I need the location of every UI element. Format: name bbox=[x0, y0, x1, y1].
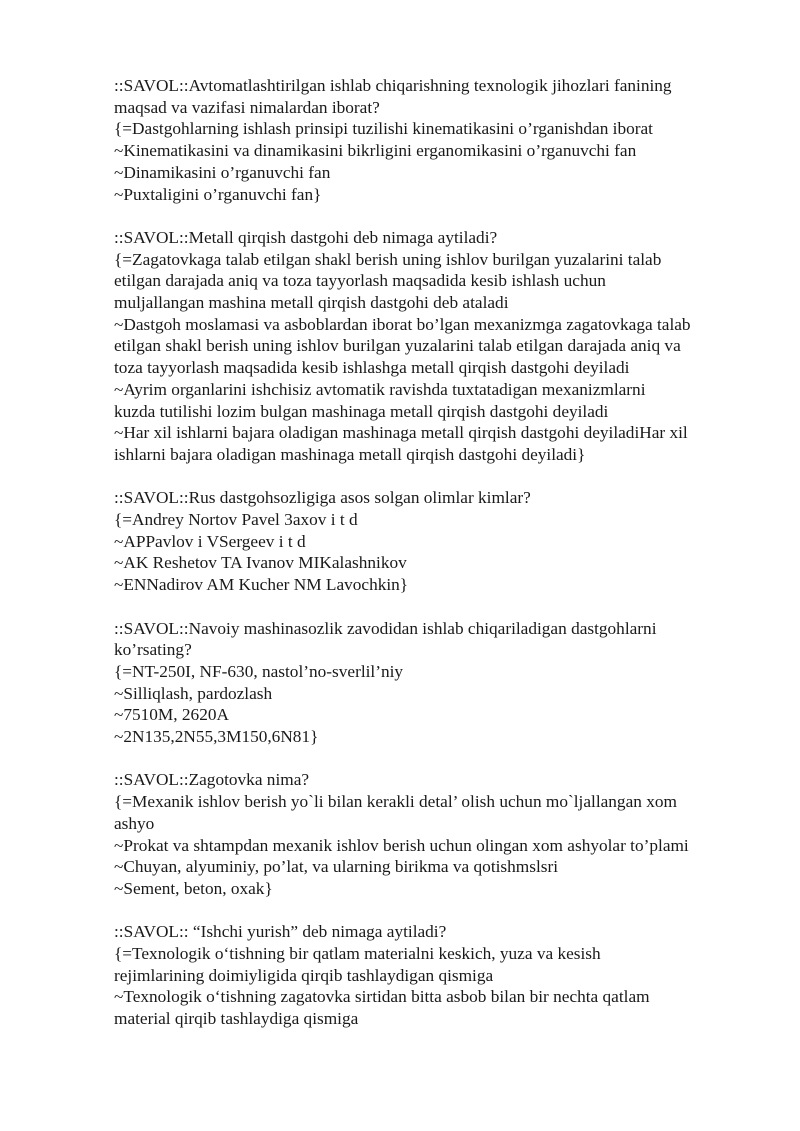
answer-option: toza tayyorlash maqsadida kesib ishlashga metall qirqish dastgohi deyiladi bbox=[114, 358, 630, 378]
answer-option: ~Chuyan, alyuminiy, po’lat, va ularning birikma va qotishmslsri bbox=[114, 857, 559, 877]
answer-option: ~APPavlov i VSergeev i t d bbox=[114, 531, 306, 551]
answer-option: ~7510M, 2620A bbox=[114, 705, 229, 725]
question-block-2 bbox=[114, 227, 754, 466]
answer-option: kuzda tutilishi lozim bulgan mashinaga metall qirqish dastgohi deyiladi bbox=[114, 401, 609, 421]
question-block-1 bbox=[114, 75, 754, 205]
question-text: ::SAVOL::Navoiy mashinasozlik zavodidan ishlab chiqariladigan dastgohlarni bbox=[114, 618, 657, 638]
question-text: maqsad va vazifasi nimalardan iborat? bbox=[114, 97, 380, 117]
question-text: ::SAVOL::Metall qirqish dastgohi deb nimaga aytiladi? bbox=[114, 227, 498, 247]
correct-answer: ashyo bbox=[114, 813, 155, 833]
question-text: ::SAVOL:: “Ishchi yurish” deb nimaga aytiladi? bbox=[114, 922, 447, 942]
answer-option: ~Dinamikasini o’rganuvchi fan bbox=[114, 162, 331, 182]
answer-option: ~Puxtaligini o’rganuvchi fan} bbox=[114, 184, 322, 204]
correct-answer: {=Zagatovkaga talab etilgan shakl berish uning ishlov burilgan yuzalarini talab bbox=[114, 249, 662, 269]
question-text: ko’rsating? bbox=[114, 640, 192, 660]
answer-option: ishlarni bajara oladigan mashinaga metall qirqish dastgohi deyiladi} bbox=[114, 444, 586, 464]
correct-answer: etilgan darajada aniq va toza tayyorlash maqsadida kesib ishlash uchun bbox=[114, 271, 606, 291]
question-block-4 bbox=[114, 618, 754, 748]
answer-option: material qirqib tashlaydiga qismiga bbox=[114, 1009, 359, 1029]
question-text: ::SAVOL::Zagotovka nima? bbox=[114, 770, 310, 790]
correct-answer: {=NT-250I, NF-630, nastol’no-sverlil’niy bbox=[114, 661, 404, 681]
answer-option: ~Kinematikasini va dinamikasini bikrligini erganomikasini o’rganuvchi fan bbox=[114, 141, 637, 161]
question-text: ::SAVOL::Avtomatlashtirilgan ishlab chiqarishning texnologik jihozlari fanining bbox=[114, 76, 672, 95]
answer-option: ~Ayrim organlarini ishchisiz avtomatik ravishda tuxtatadigan mexanizmlarni bbox=[114, 379, 646, 399]
document-body bbox=[114, 75, 754, 1052]
answer-option: ~2N135,2N55,3M150,6N81} bbox=[114, 727, 319, 747]
correct-answer: muljallangan mashina metall qirqish dastgohi deb ataladi bbox=[114, 293, 509, 313]
correct-answer: {=Dastgohlarning ishlash prinsipi tuzilishi kinematikasini o’rganishdan iborat bbox=[114, 119, 653, 139]
correct-answer: {=Mexanik ishlov berish yo`li bilan kerakli detal’ olish uchun mo`ljallangan xom bbox=[114, 792, 677, 812]
question-text: ::SAVOL::Rus dastgohsozligiga asos solgan olimlar kimlar? bbox=[114, 488, 531, 508]
question-block-5 bbox=[114, 769, 754, 899]
correct-answer: rejimlarining doimiyligida qirqib tashlaydigan qismiga bbox=[114, 965, 494, 985]
answer-option: ~Har xil ishlarni bajara oladigan mashinaga metall qirqish dastgohi deyiladiHar xil bbox=[114, 423, 688, 443]
answer-option: ~Texnologik o‘tishning zagatovka sirtidan bitta asbob bilan bir nechta qatlam bbox=[114, 987, 650, 1007]
answer-option: ~Prokat va shtampdan mexanik ishlov berish uchun olingan xom ashyolar to’plami bbox=[114, 835, 689, 855]
answer-option: ~ENNadirov AM Kucher NM Lavochkin} bbox=[114, 575, 409, 595]
answer-option: ~Dastgoh moslamasi va asboblardan iborat bo’lgan mexanizmga zagatovkaga talab bbox=[114, 314, 691, 334]
question-block-6 bbox=[114, 921, 754, 1030]
answer-option: etilgan shakl berish uning ishlov burilgan yuzalarini talab etilgan darajada aniq va bbox=[114, 336, 681, 356]
answer-option: ~Sement, beton, oxak} bbox=[114, 878, 273, 898]
answer-option: ~AK Reshetov TA Ivanov MIKalashnikov bbox=[114, 553, 407, 573]
question-block-3 bbox=[114, 487, 754, 596]
correct-answer: {=Andrey Nortov Pavel 3axov i t d bbox=[114, 510, 358, 530]
answer-option: ~Silliqlash, pardozlash bbox=[114, 683, 273, 703]
correct-answer: {=Texnologik o‘tishning bir qatlam materialni keskich, yuza va kesish bbox=[114, 944, 601, 964]
